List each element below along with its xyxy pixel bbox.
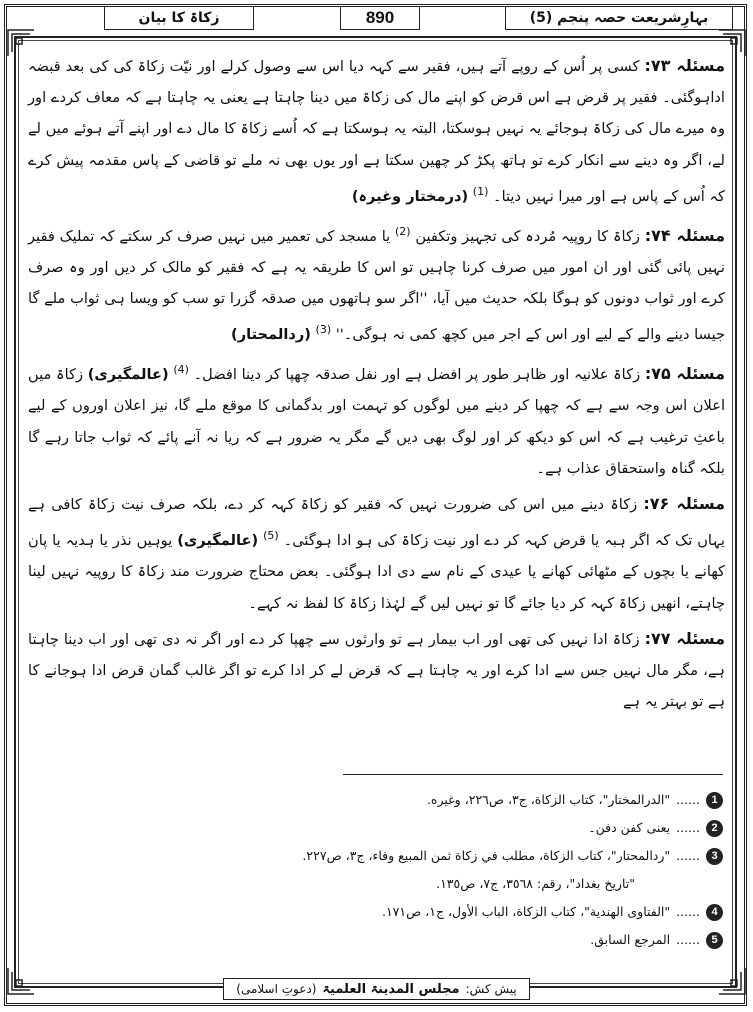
- footnote-ref: (3): [315, 323, 332, 337]
- footnote-text: "تاريخ بغداد"، رقم: ٣٥٦٨، ج٧، ص١٣٥.: [436, 876, 635, 891]
- footnotes: [30, 786, 723, 954]
- footnote-ref: (5): [263, 529, 279, 543]
- main-text: [28, 50, 725, 721]
- masala-text: زکاۃ ادا نہیں کی تھی اور اب بیمار ہے تو وارثوں سے چھپا کر دے اور اگر نہ دی تھی اور اب دینا چاہتا ہے، مگر مال نہیں جس سے ادا کرے اور یہ چاہتا ہے کہ قرض لے کر ادا کرے تو اگر غالب گمان قرض ادا ہوجانے کا ہے تو بہتر یہ ہے: [28, 630, 725, 711]
- masala-text: زکاۃ میں اعلان اس وجہ سے ہے کہ چھپا کر دینے میں لوگوں کو تہمت اور بدگمانی کا موقع ملے گا، نیز اعلان اوروں کے لیے باعثِ ترغیب ہے کہ اس کو دیکھ کر اور لوگ بھی دیں گے مگر یہ ضرور ہے کہ ریا نہ آنے پائے کہ ثواب جاتا رہے گا بلکہ گناہ واستحقاق عذاب ہے۔: [28, 366, 725, 477]
- footnote: [30, 898, 723, 926]
- footnote-dots: ......: [676, 792, 700, 807]
- masala-76: [28, 488, 725, 619]
- masala-74: [28, 216, 725, 351]
- masala-text: زکاۃ علانیہ اور ظاہر طور پر افضل ہے اور نفل صدقہ چھپا کر دینا افضل۔: [193, 366, 641, 384]
- masala-text: یا مسجد کی تعمیر میں نہیں صرف کر سکتے کہ تملیک فقیر نہیں پائی گئی اور ان امور میں صرف کرنا چاہیں تو اس کا طریقہ یہ ہے کہ فقیر کو مالک کر دیں اور وہ صرف کرے اور ثواب دونوں کو ہوگا بلکہ حدیث میں آیا، ''اگر سو ہاتھوں میں صدقہ گزرا تو سب کو ویسا ہی ثواب ملے گا جیسا دینے والے کے لیے اور اس کے اجر میں کچھ کمی نہ ہوگی۔'': [28, 227, 725, 344]
- footnote-ref: (1): [472, 184, 489, 198]
- footnote-text: یعنی کفن دفن۔: [588, 820, 671, 835]
- chapter-title: زکاۃ کا بیان: [104, 6, 254, 30]
- book-title: بہارِشریعت حصہ پنجم (5): [505, 6, 733, 30]
- masala-label: مسئلہ ۷۴:: [644, 225, 726, 245]
- masala-label: مسئلہ ۷۳:: [644, 56, 725, 75]
- footnote-dots: ......: [676, 932, 700, 947]
- footnote-continuation: [30, 870, 723, 898]
- masala-77: [28, 623, 725, 718]
- footnote-text: "الدرالمختار"، كتاب الزكاة، ج٣، ص٢٢٦، وغيره.: [426, 792, 671, 807]
- citation: (درمختار وغیرہ): [351, 187, 469, 205]
- page-number: 890: [340, 6, 420, 30]
- footnote-number: 3: [706, 848, 723, 865]
- page-footer: [0, 978, 753, 1000]
- footnote-number: 1: [706, 792, 723, 809]
- footnote: [30, 786, 723, 814]
- masala-label: مسئلہ ۷۶:: [643, 494, 726, 514]
- footnote-text: "ردالمحتار"، كتاب الزكاة، مطلب في زكاة ثمن المبيع وفاء، ج٣، ص٢٢٧.: [302, 848, 671, 863]
- publisher-box: [223, 978, 529, 1000]
- masala-text: زکاۃ کا روپیہ مُردہ کی تجہیز وتکفین: [415, 227, 640, 245]
- footnote: [30, 842, 723, 870]
- page-header: [20, 6, 733, 32]
- footnote: [30, 814, 723, 842]
- footnote-ref: (2): [395, 224, 411, 238]
- masala-text: زکاۃ دینے میں اس کی ضرورت نہیں کہ فقیر کو زکاۃ کہہ کر دے، بلکہ صرف نیت زکاۃ کافی ہے یہاں تک کہ اگر ہبہ یا قرض کہہ کر دے اور نیت زکاۃ کی ہو ادا ہوگئی۔: [28, 496, 725, 550]
- footnote-dots: ......: [676, 848, 700, 863]
- masala-75: [28, 354, 725, 484]
- footnote-dots: ......: [676, 904, 700, 919]
- footnote-ref: (4): [173, 363, 189, 377]
- footnote-number: 2: [706, 820, 723, 837]
- citation: (عالمگیری): [87, 366, 169, 384]
- footnote-text: "الفتاوى الهندية"، كتاب الزكاة، الباب الأول، ج١، ص١٧١.: [381, 904, 671, 919]
- masala-text: یوہیں نذر یا ہدیہ یا پان کھانے یا بچوں کے مٹھائی کھانے یا عیدی کے نام سے دی ادا ہوگئی۔ بعض محتاج ضرورت مند زکاۃ کا روپیہ نہیں لینا چاہتے، انھیں زکاۃ کہہ کر دیا جائے گا تو نہیں لیں گے لہٰذا زکاۃ کا لفظ نہ کہے۔: [28, 532, 725, 612]
- publisher-name: مجلس المدینۃ العلمیۃ: [322, 981, 460, 997]
- publisher-prefix: پیش کش:: [465, 982, 517, 996]
- footnote-number: 5: [706, 932, 723, 949]
- citation: (ردالمحتار): [231, 326, 311, 344]
- publisher-suffix: (دعوتِ اسلامی): [236, 982, 317, 996]
- footnote-number: 4: [706, 904, 723, 921]
- masala-73: [28, 50, 725, 212]
- masala-text: کسی پر اُس کے روپے آتے ہیں، فقیر سے کہہ دیا اس سے وصول کرلے اور نیّت زکاۃ کی کی بعد قبضہ اداہوگئی۔ فقیر پر قرض ہے اس قرض کو اپنے مال کی زکاۃ میں دینا چاہتا ہے یعنی یہ چاہتا ہے کہ معاف کردے اور وہ میرے مال کی زکاۃ ہوجائے یہ نہیں ہوسکتا، البتہ یہ ہوسکتا ہے کہ اُسے زکاۃ کا مال دے اور اپنے آتے ہوئے میں لے لے، اگر وہ دینے سے انکار کرے تو ہاتھ پکڑ کر چھین سکتا ہے اور یوں بھی نہ ملے تو قاضی کے پاس مقدمہ پیش کرے کہ اُس کے پاس ہے اور میرا نہیں دیتا۔: [28, 58, 725, 205]
- footnote-text: المرجع السابق.: [590, 932, 671, 947]
- masala-label: مسئلہ ۷۷:: [644, 628, 726, 648]
- footnote-dots: ......: [676, 820, 700, 835]
- footnote-divider: [343, 774, 723, 775]
- footnote: [30, 926, 723, 954]
- citation: (عالمگیری): [177, 532, 259, 550]
- masala-label: مسئلہ ۷۵:: [644, 364, 725, 384]
